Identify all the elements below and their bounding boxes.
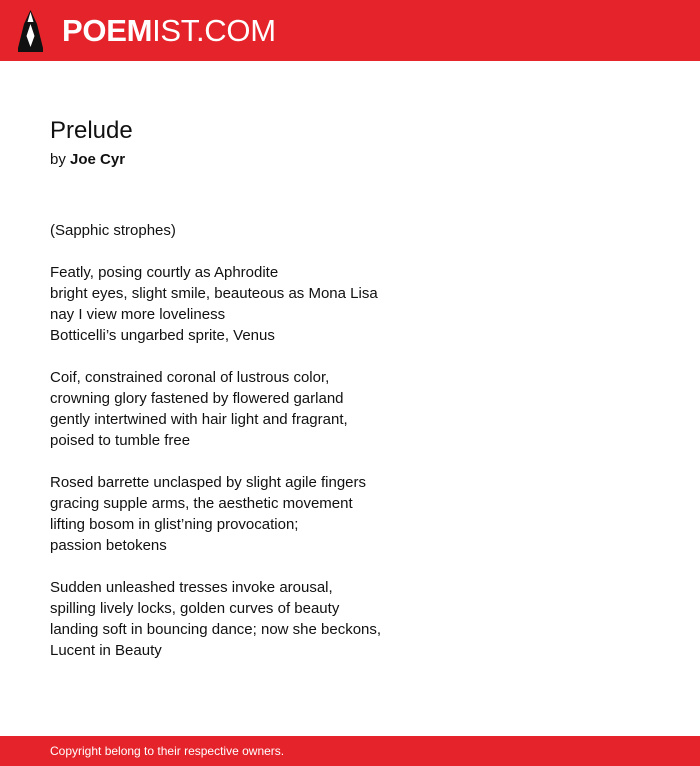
poem-line: landing soft in bouncing dance; now she beckons, (50, 621, 382, 638)
poem-line: Botticelli’s ungarbed sprite, Venus (50, 327, 275, 344)
stanza-break (50, 241, 650, 262)
site-logo-link[interactable] (18, 10, 276, 52)
poem-line: passion betokens (50, 537, 167, 554)
stanza-break (50, 556, 650, 577)
site-footer (0, 736, 700, 766)
logo-light-part: IST.COM (152, 13, 276, 48)
poem-line: (Sapphic strophes) (50, 222, 176, 239)
poem-line: crowning glory fastened by flowered garland (50, 390, 344, 407)
poem-line: poised to tumble free (50, 432, 191, 449)
poem-line: gracing supple arms, the aesthetic movement (50, 495, 353, 512)
poem-line: Sudden unleashed tresses invoke arousal, (50, 579, 333, 596)
poem-line: gently intertwined with hair light and fragrant, (50, 411, 348, 428)
by-label: by (50, 151, 66, 168)
pen-nib-icon (18, 10, 43, 52)
poem-line: lifting bosom in glist’ning provocation; (50, 516, 299, 533)
poem-line: bright eyes, slight smile, beauteous as Mona Lisa (50, 285, 378, 302)
author-link[interactable]: Joe Cyr (70, 151, 126, 168)
poem-line: Featly, posing courtly as Aphrodite (50, 264, 279, 281)
site-header (0, 0, 700, 61)
poem-title: Prelude (50, 117, 133, 144)
poem-body (50, 220, 650, 661)
site-logo-text (62, 10, 276, 52)
logo-bold-part: POEM (62, 13, 153, 48)
poem-line: Lucent in Beauty (50, 642, 162, 659)
stanza-break (50, 451, 650, 472)
copyright-text: Copyright belong to their respective owners. (50, 744, 285, 758)
poem-content (50, 116, 650, 661)
stanza-break (50, 346, 650, 367)
poem-line: nay I view more loveliness (50, 306, 226, 323)
poem-line: Coif, constrained coronal of lustrous color, (50, 369, 330, 386)
poem-byline (50, 150, 650, 170)
poem-line: spilling lively locks, golden curves of beauty (50, 600, 340, 617)
poem-line: Rosed barrette unclasped by slight agile fingers (50, 474, 367, 491)
